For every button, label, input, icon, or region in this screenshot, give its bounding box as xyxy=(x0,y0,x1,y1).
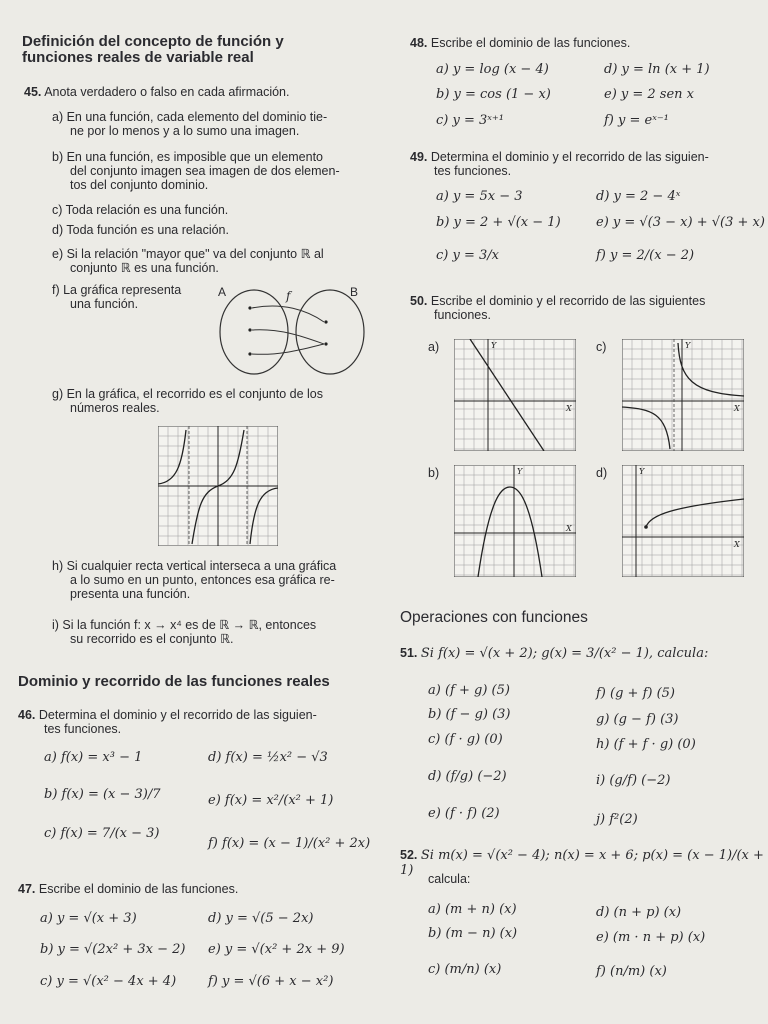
y-axis-label: Y xyxy=(639,467,645,476)
q51-item-j: j) f²(2) xyxy=(596,812,638,827)
y-axis-label: Y xyxy=(491,341,497,350)
q48-item-d: d) y = ln (x + 1) xyxy=(604,62,710,77)
q50-graph-a-label: a) xyxy=(428,340,440,354)
q50-graph-c xyxy=(622,339,744,451)
q49-item-f: f) y = 2/(x − 2) xyxy=(596,248,695,263)
q49-prompt-line1: Determina el dominio y el recorrido de las siguien- xyxy=(430,150,709,164)
q52-prompt-line2: calcula: xyxy=(428,872,471,886)
q52-item-d: d) (n + p) (x) xyxy=(596,905,682,920)
q46-prompt-line1: Determina el dominio y el recorrido de las siguien- xyxy=(38,708,317,722)
q46-header xyxy=(18,708,317,722)
q47-header xyxy=(18,882,238,896)
q45-item-b-line1: b) En una función, es imposible que un elemento xyxy=(52,150,324,164)
q45-item-b-line2: del conjunto imagen sea imagen de dos elemen- xyxy=(70,164,340,178)
q50-prompt-line2: funciones. xyxy=(434,308,491,322)
q50-number: 50. xyxy=(410,294,428,308)
q45-item-h-line1: h) Si cualquier recta vertical interseca a una gráfica xyxy=(52,559,337,573)
q45-number: 45. xyxy=(24,85,42,99)
q47-item-e: e) y = √(x² + 2x + 9) xyxy=(208,942,345,957)
q52-item-b: b) (m − n) (x) xyxy=(428,926,518,941)
q50-graph-b xyxy=(454,465,576,577)
q47-item-c: c) y = √(x² − 4x + 4) xyxy=(40,974,177,989)
x-axis-label: X xyxy=(734,540,740,549)
q46-item-d: d) f(x) = ½x² − √3 xyxy=(208,750,328,765)
q50-graph-d-label: d) xyxy=(596,466,608,480)
q48-item-c: c) y = 3ˣ⁺¹ xyxy=(436,113,504,128)
q52-prompt-line1: Si m(x) = √(x² − 4); n(x) = x + 6; p(x) = (x − 1)/(x + 1) xyxy=(400,848,764,878)
set-b-ellipse xyxy=(296,290,364,374)
q46-item-f: f) f(x) = (x − 1)/(x² + 2x) xyxy=(208,836,371,851)
q46-number: 46. xyxy=(18,708,36,722)
q45-item-f-line2: una función. xyxy=(70,297,139,311)
q49-number: 49. xyxy=(410,150,428,164)
q52-item-f: f) (n/m) (x) xyxy=(596,964,667,979)
q47-item-f: f) y = √(6 + x − x²) xyxy=(208,974,334,989)
q48-item-a: a) y = log (x − 4) xyxy=(436,62,549,77)
q48-item-f: f) y = eˣ⁻¹ xyxy=(604,113,669,128)
q45-item-e-line1: e) Si la relación "mayor que" va del conjunto ℝ al xyxy=(52,247,324,261)
q52-item-c: c) (m/n) (x) xyxy=(428,962,502,977)
section-title-domain-range: Dominio y recorrido de las funciones reales xyxy=(18,673,330,690)
diagram-set-b-label: B xyxy=(350,285,359,299)
q48-number: 48. xyxy=(410,36,428,50)
q45-item-i-line2: su recorrido es el conjunto ℝ. xyxy=(70,632,234,646)
q45-item-e-line2: conjunto ℝ es una función. xyxy=(70,261,219,275)
q51-item-a: a) (f + g) (5) xyxy=(428,683,510,698)
q50-graph-a xyxy=(454,339,576,451)
y-axis-label: Y xyxy=(685,341,691,350)
q45-item-d: d) Toda función es una relación. xyxy=(52,223,229,237)
q51-prompt: Si f(x) = √(x + 2); g(x) = 3/(x² − 1), calcula: xyxy=(420,646,709,661)
x-axis-label: X xyxy=(566,404,572,413)
q47-prompt: Escribe el dominio de las funciones. xyxy=(38,882,239,896)
set-a-point xyxy=(248,328,251,331)
q52-item-e: e) (m · n + p) (x) xyxy=(596,930,706,945)
section-title-definition-1: Definición del concepto de función y xyxy=(22,33,284,50)
q47-item-a: a) y = √(x + 3) xyxy=(40,911,137,926)
q45-item-a-line2: ne por lo menos y a lo sumo una imagen. xyxy=(70,124,300,138)
q50-graph-b-label: b) xyxy=(428,466,440,480)
q49-item-d: d) y = 2 − 4ˣ xyxy=(596,189,681,204)
x-axis-label: X xyxy=(566,524,572,533)
q48-item-b: b) y = cos (1 − x) xyxy=(436,87,551,102)
q45-item-c: c) Toda relación es una función. xyxy=(52,203,229,217)
q46-item-c: c) f(x) = 7/(x − 3) xyxy=(44,826,160,841)
q46-prompt-line2: tes funciones. xyxy=(44,722,122,736)
q51-number: 51. xyxy=(400,646,418,660)
q51-item-c: c) (f · g) (0) xyxy=(428,732,503,747)
q50-prompt-line1: Escribe el dominio y el recorrido de las siguientes xyxy=(430,294,706,308)
q45-item-h-line3: presenta una función. xyxy=(70,587,191,601)
q51-item-b: b) (f − g) (3) xyxy=(428,707,511,722)
q45-item-f-line1: f) La gráfica representa xyxy=(52,283,182,297)
q50-graph-c-label: c) xyxy=(596,340,607,354)
q51-item-f: f) (g + f) (5) xyxy=(596,686,675,701)
q50-graph-d xyxy=(622,465,744,577)
q52-number: 52. xyxy=(400,848,418,862)
q51-item-e: e) (f · f) (2) xyxy=(428,806,500,821)
section-title-definition-2: funciones reales de variable real xyxy=(22,49,254,66)
set-b-point xyxy=(324,320,327,323)
q48-header xyxy=(410,36,630,50)
q49-item-a: a) y = 5x − 3 xyxy=(436,189,523,204)
q50-header xyxy=(410,294,705,308)
q51-item-d: d) (f/g) (−2) xyxy=(428,769,507,784)
set-b-point xyxy=(324,342,327,345)
q45-item-a-line1: a) En una función, cada elemento del dominio tie- xyxy=(52,110,328,124)
q45-item-g-line1: g) En la gráfica, el recorrido es el conjunto de los xyxy=(52,387,323,401)
q45-item-h-line2: a lo sumo en un punto, entonces esa gráfica re- xyxy=(70,573,335,587)
q46-item-a: a) f(x) = x³ − 1 xyxy=(44,750,143,765)
section-title-operations: Operaciones con funciones xyxy=(400,609,588,626)
q47-number: 47. xyxy=(18,882,36,896)
mapping-arrow xyxy=(252,344,324,354)
mapping-arrow xyxy=(252,306,324,322)
q51-item-g: g) (g − f) (3) xyxy=(596,712,679,727)
q45-header xyxy=(24,85,289,99)
q47-item-d: d) y = √(5 − 2x) xyxy=(208,911,314,926)
q49-item-c: c) y = 3/x xyxy=(436,248,499,263)
q47-item-b: b) y = √(2x² + 3x − 2) xyxy=(40,942,186,957)
q49-header xyxy=(410,150,709,164)
graph-q45g xyxy=(158,426,278,546)
diagram-function-label: f xyxy=(286,289,291,303)
y-axis-label: Y xyxy=(517,467,523,476)
q48-item-e: e) y = 2 sen x xyxy=(604,87,695,102)
q48-prompt: Escribe el dominio de las funciones. xyxy=(430,36,631,50)
mapping-diagram xyxy=(212,282,372,378)
q51-header xyxy=(400,646,708,661)
q49-item-e: e) y = √(3 − x) + √(3 + x) xyxy=(596,215,765,230)
q45-item-i-line1: i) Si la función f: x → x⁴ es de ℝ → ℝ, entonces xyxy=(52,618,317,632)
q51-item-i: i) (g/f) (−2) xyxy=(596,773,671,788)
q45-item-b-line3: tos del conjunto dominio. xyxy=(70,178,209,192)
q45-item-g-line2: números reales. xyxy=(70,401,160,415)
x-axis-label: X xyxy=(734,404,740,413)
set-a-point xyxy=(248,306,251,309)
set-a-ellipse xyxy=(220,290,288,374)
q46-item-e: e) f(x) = x²/(x² + 1) xyxy=(208,793,334,808)
q49-item-b: b) y = 2 + √(x − 1) xyxy=(436,215,561,230)
q45-prompt: Anota verdadero o falso en cada afirmación. xyxy=(44,85,290,99)
q52-item-a: a) (m + n) (x) xyxy=(428,902,517,917)
q46-item-b: b) f(x) = (x − 3)/7 xyxy=(44,787,161,802)
q51-item-h: h) (f + f · g) (0) xyxy=(596,737,696,752)
diagram-set-a-label: A xyxy=(218,285,227,299)
q49-prompt-line2: tes funciones. xyxy=(434,164,512,178)
set-a-point xyxy=(248,352,251,355)
